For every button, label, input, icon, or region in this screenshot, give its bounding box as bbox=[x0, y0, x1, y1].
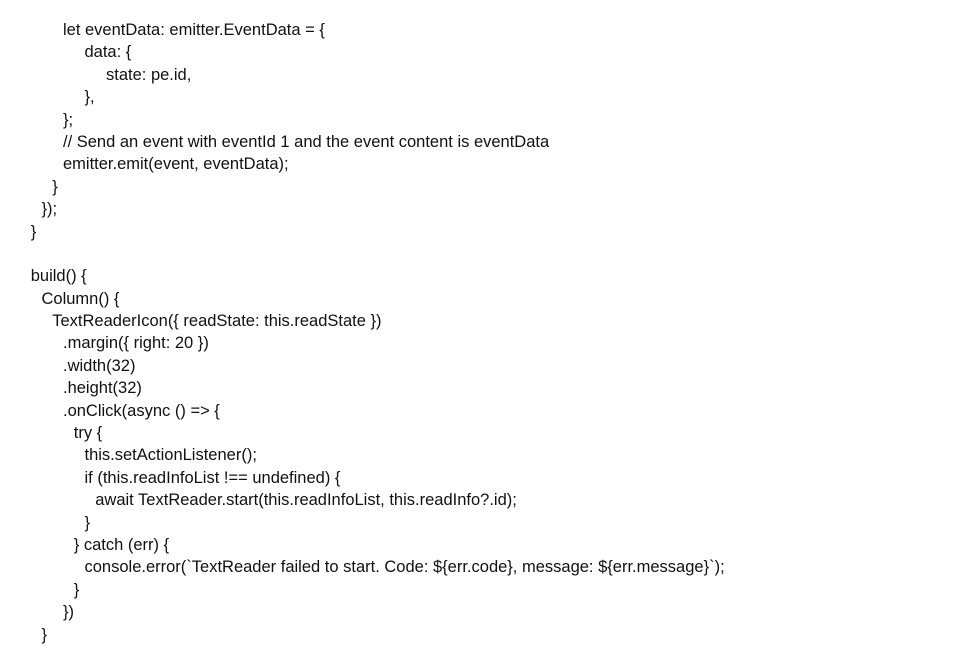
code-line: state: pe.id, bbox=[106, 65, 192, 84]
code-line: build() { bbox=[30, 267, 87, 286]
code-snippet bbox=[0, 19, 978, 646]
code-line bbox=[0, 243, 978, 265]
code-line: .onClick(async () => { bbox=[63, 401, 220, 420]
code-line: } catch (err) { bbox=[73, 535, 170, 554]
code-line: } bbox=[84, 513, 91, 532]
code-line: let eventData: emitter.EventData = { bbox=[63, 21, 325, 39]
code-line: await TextReader.start(this.readInfoList, this.readInfo?.id); bbox=[95, 491, 517, 510]
code-line: }); bbox=[41, 200, 58, 219]
code-line: TextReaderIcon({ readState: this.readState }) bbox=[52, 312, 382, 331]
code-line: .margin({ right: 20 }) bbox=[63, 334, 209, 353]
code-line: } bbox=[30, 222, 37, 241]
code-line: .height(32) bbox=[63, 379, 142, 398]
code-line: } bbox=[41, 625, 48, 644]
code-line: emitter.emit(event, eventData); bbox=[63, 155, 289, 174]
code-line: } bbox=[52, 177, 58, 196]
code-line: console.error(`TextReader failed to start. Code: ${err.code}, message: ${err.message}`); bbox=[84, 558, 725, 577]
code-line: }) bbox=[63, 603, 75, 622]
code-line: }; bbox=[63, 110, 74, 129]
code-line: this.setActionListener(); bbox=[84, 446, 257, 465]
code-line: if (this.readInfoList !== undefined) { bbox=[84, 468, 341, 487]
code-line: .width(32) bbox=[63, 356, 136, 375]
code-line: data: { bbox=[84, 43, 132, 62]
code-line: Column() { bbox=[41, 289, 120, 308]
code-line: try { bbox=[73, 424, 103, 443]
code-line: } bbox=[73, 580, 80, 599]
code-line: // Send an event with eventId 1 and the event content is eventData bbox=[63, 132, 550, 151]
code-line: }, bbox=[84, 88, 95, 107]
